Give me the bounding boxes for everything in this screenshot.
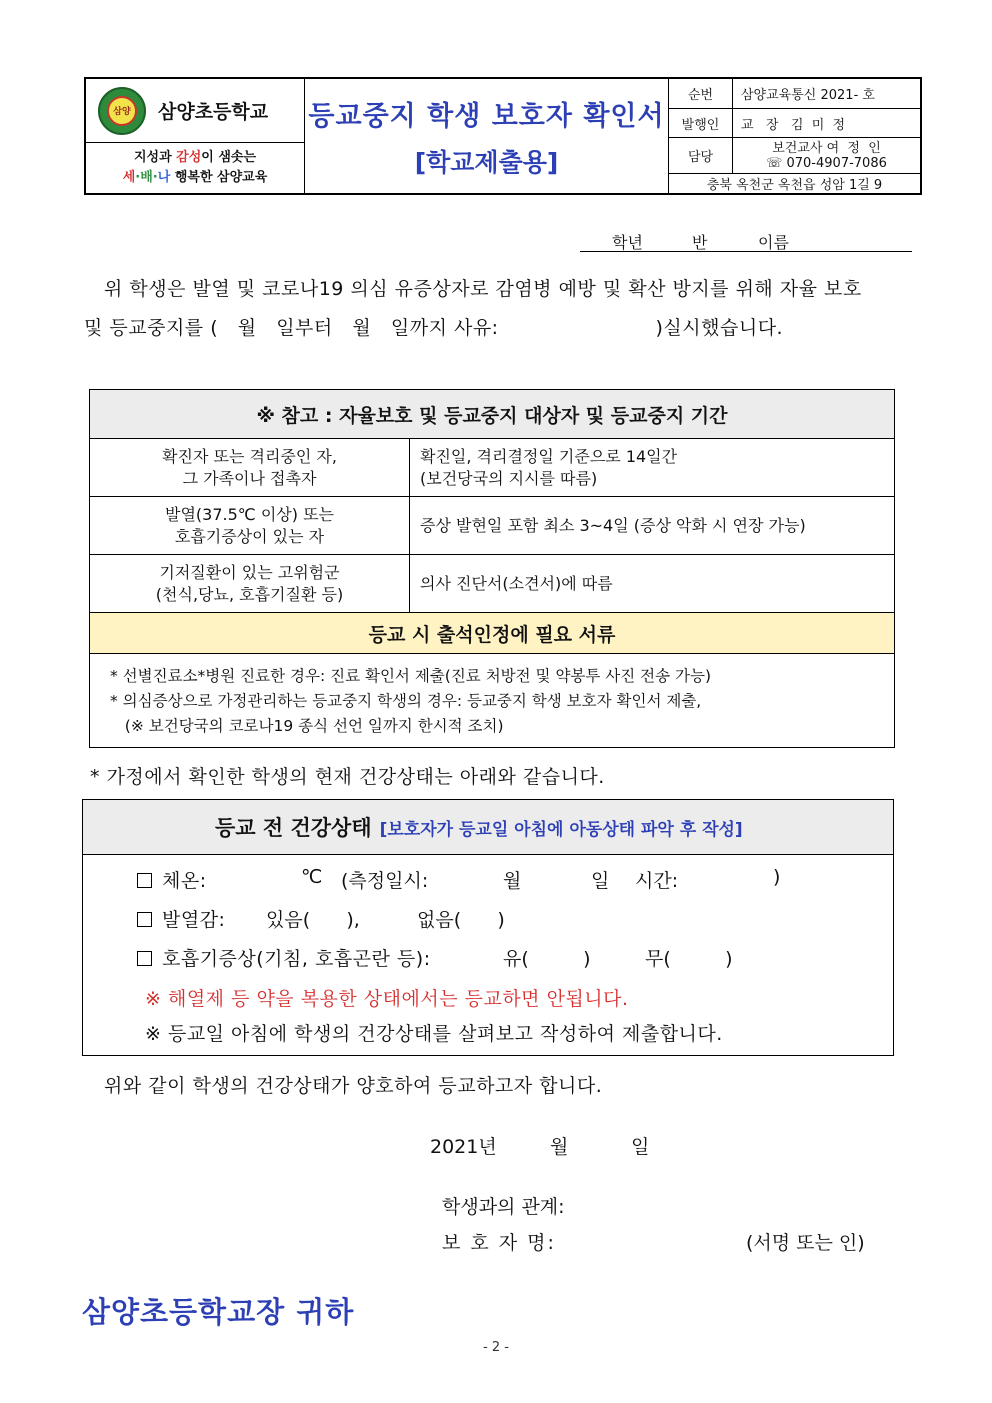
period-cell — [410, 497, 894, 554]
date-month: 월 — [550, 1136, 569, 1158]
target-text: 발열(37.5℃ 이상) 또는 — [165, 504, 334, 524]
fever-row — [137, 905, 225, 932]
note-item: (※ 보건당국의 코로나19 종식 선언 일까지 한시적 조치) — [110, 717, 504, 735]
period-cell — [410, 439, 894, 496]
slogan-line-1 — [134, 148, 256, 168]
meta-label: 순번 — [669, 79, 733, 108]
table-row — [90, 555, 894, 613]
fever-label: 발열감: — [162, 909, 226, 931]
logo-top — [86, 79, 304, 143]
target-cell — [90, 497, 410, 554]
required-docs-title: 등교 시 출석인정에 필요 서류 — [90, 613, 894, 654]
target-cell — [90, 555, 410, 612]
target-text: (천식,당뇨, 호흡기질환 등) — [155, 584, 344, 604]
document-subtitle: [학교제출용] — [414, 147, 559, 177]
school-seal-icon — [98, 87, 146, 135]
reference-title: ※ 참고 : 자율보호 및 등교중지 대상자 및 등교중지 기간 — [90, 390, 894, 439]
period-text: 의사 진단서(소견서)에 따름 — [420, 573, 613, 593]
name-label: 이름 — [758, 233, 789, 252]
meta-value: 삼양교육통신 2021- 호 — [741, 87, 875, 103]
note-item: * 의심증상으로 가정관리하는 등교중지 학생의 경우: 등교중지 학생 보호자 확인서 제출, — [110, 692, 702, 710]
temperature-row — [137, 866, 207, 893]
manager-phone: ☏ 070-4907-7086 — [766, 155, 887, 171]
slogan-word: 행복한 삼양교육 — [170, 170, 268, 185]
relation-label: 학생과의 관계: — [442, 1196, 565, 1218]
required-docs-notes — [90, 654, 894, 747]
period-text: 확진일, 격리결정일 기준으로 14일간 — [420, 446, 678, 466]
period-text: (보건당국의 지시를 따름) — [420, 468, 598, 488]
grade-label: 학년 — [612, 233, 643, 252]
note-item: * 선별진료소*병원 진료한 경우: 진료 확인서 제출(진료 처방전 및 약봉투 사진 전송 가능) — [110, 667, 712, 685]
period-text: 증상 발현일 포함 최소 3~4일 (증상 악화 시 연장 가능) — [420, 515, 806, 535]
slogan-word: 과 — [159, 150, 177, 165]
meta-value: 교 장 김 미 정 — [741, 117, 846, 133]
school-logo-block — [86, 79, 305, 193]
slogan-word: 감성 — [176, 150, 202, 165]
document-header — [84, 77, 922, 195]
slogan-word: 세 — [122, 170, 136, 185]
home-check-note: * 가정에서 확인한 학생의 현재 건강상태는 아래와 같습니다. — [90, 766, 605, 788]
slogan-word: 나 — [157, 170, 171, 185]
meta-address: 충북 옥천군 옥천읍 성암 1길 9 — [706, 178, 883, 193]
fever-checkbox[interactable] — [137, 912, 152, 927]
fever-yes: 있음( ), — [266, 909, 360, 931]
school-name: 삼양초등학교 — [158, 101, 269, 123]
respiratory-no: 무( ) — [645, 948, 733, 970]
target-text: 호흡기증상이 있는 자 — [174, 526, 325, 546]
measure-close: ) — [773, 866, 781, 888]
respiratory-checkbox[interactable] — [137, 951, 152, 966]
measure-month: 월 — [503, 870, 522, 892]
student-info-line — [580, 230, 912, 252]
fever-no: 없음( ) — [417, 909, 505, 931]
medication-warning: ※ 해열제 등 약을 복용한 상태에서는 등교하면 안됩니다. — [145, 988, 629, 1010]
reference-table — [89, 389, 895, 748]
seal-text: 삼양 — [107, 96, 137, 126]
date-year: 2021년 — [430, 1136, 497, 1158]
table-row — [90, 497, 894, 555]
closing-statement: 위와 같이 학생의 건강상태가 양호하여 등교하고자 합니다. — [104, 1075, 603, 1097]
health-status-form — [82, 799, 894, 1056]
slogan-word: 지성 — [133, 150, 160, 165]
respiratory-yes: 유( ) — [503, 948, 591, 970]
issue-meta-table — [669, 79, 920, 193]
table-row — [90, 439, 894, 497]
meta-row-issuer — [669, 109, 920, 139]
respiratory-label: 호흡기증상(기침, 호흡곤란 등): — [162, 948, 431, 970]
period-cell — [410, 555, 894, 612]
temperature-label: 체온: — [162, 870, 207, 892]
health-title-note: [보호자가 등교일 아침에 아동상태 파악 후 작성] — [379, 819, 743, 840]
page-number: - 2 - — [483, 1340, 509, 1355]
respiratory-row — [137, 944, 431, 971]
class-label: 반 — [692, 233, 708, 252]
meta-row-manager — [669, 138, 920, 174]
meta-label: 발행인 — [669, 109, 733, 138]
recipient-line: 삼양초등학교장 귀하 — [82, 1295, 355, 1329]
target-cell — [90, 439, 410, 496]
health-title-bar — [83, 800, 893, 855]
target-text: 기저질환이 있는 고위험군 — [159, 562, 340, 582]
submission-instruction: ※ 등교일 아침에 학생의 건강상태를 살펴보고 작성하여 제출합니다. — [145, 1023, 723, 1045]
temperature-unit: ℃ — [301, 866, 323, 888]
school-slogan — [86, 143, 304, 193]
signature-label: (서명 또는 인) — [746, 1232, 865, 1254]
temperature-checkbox[interactable] — [137, 873, 152, 888]
meta-label: 담당 — [669, 138, 733, 173]
date-day: 일 — [631, 1136, 650, 1158]
slogan-line-2 — [123, 168, 268, 188]
manager-name: 보건교사 여 정 인 — [772, 140, 881, 156]
meta-row-seq — [669, 79, 920, 109]
measure-time: 시간: — [635, 870, 679, 892]
target-text: 확진자 또는 격리중인 자, — [162, 446, 337, 466]
measure-day: 일 — [591, 870, 610, 892]
slogan-word: ·배· — [135, 170, 158, 185]
meta-value — [733, 138, 920, 173]
guardian-name-label: 보 호 자 명: — [442, 1232, 556, 1254]
target-text: 그 가족이나 접촉자 — [182, 468, 317, 488]
measure-label: (측정일시: — [341, 870, 429, 892]
slogan-word: 이 샘솟는 — [201, 150, 257, 165]
title-block — [305, 79, 669, 193]
intro-line-1: 위 학생은 발열 및 코로나19 의심 유증상자로 감염병 예방 및 확산 방지를 위해 자율 보호 — [104, 278, 862, 300]
document-title: 등교중지 학생 보호자 확인서 — [308, 100, 665, 132]
intro-line-2: 및 등교중지를 ( 월 일부터 월 일까지 사유: )실시했습니다. — [84, 317, 784, 339]
health-title: 등교 전 건강상태 — [215, 816, 372, 840]
